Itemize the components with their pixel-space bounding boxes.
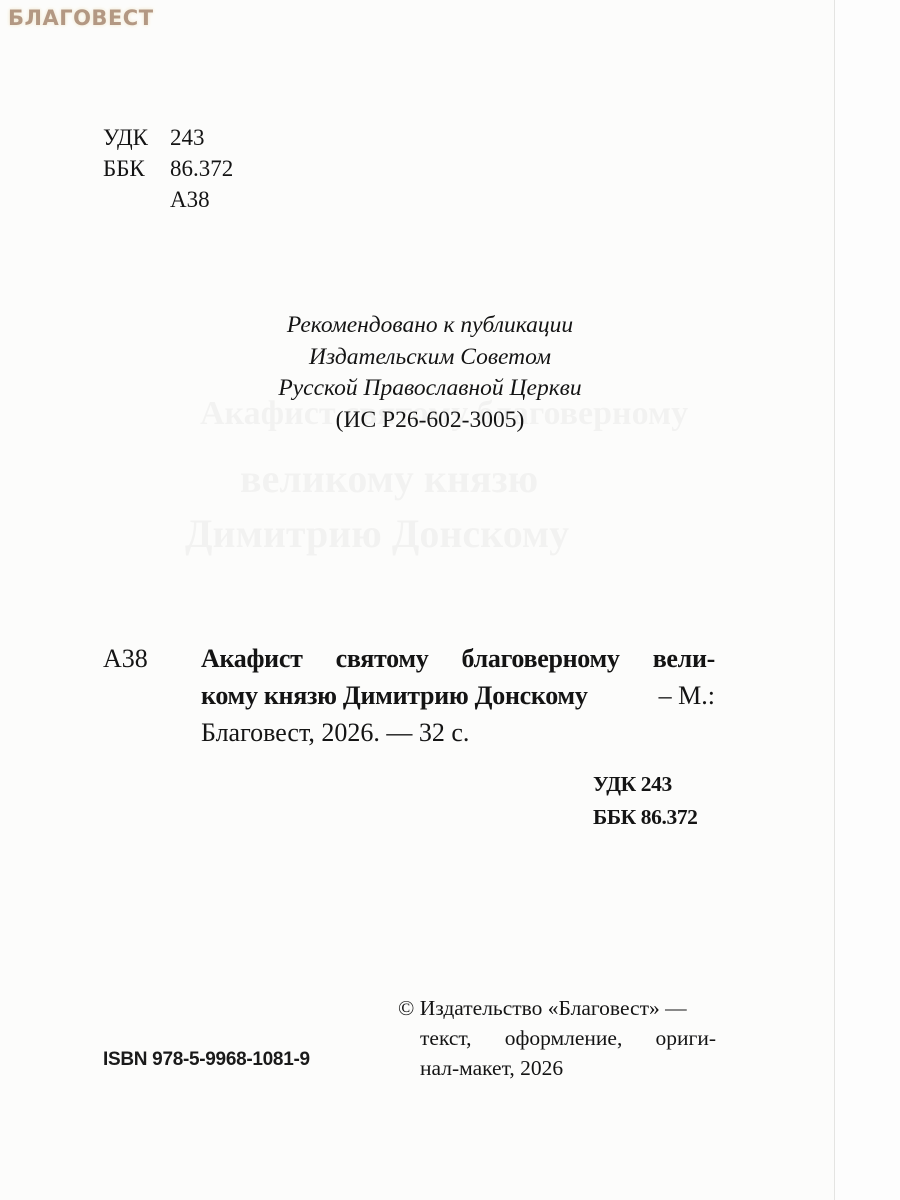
author-mark: А38 xyxy=(170,187,210,212)
show-through-text xyxy=(240,455,538,502)
classification-block xyxy=(103,122,233,215)
word: благоверному xyxy=(461,644,620,673)
entry-author-mark: А38 xyxy=(103,644,148,673)
word: вели- xyxy=(652,644,715,673)
bbk-row xyxy=(103,153,233,184)
recommendation-block xyxy=(180,310,680,436)
adjacent-page xyxy=(835,0,900,1200)
classification-codes-right xyxy=(593,768,698,834)
recommendation-line: Русской Православной Церкви xyxy=(278,375,582,401)
udk-code: УДК 243 xyxy=(593,772,672,796)
entry-title-continuation: кому князю Димитрию Донскому xyxy=(201,681,588,710)
recommendation-line: Рекомендовано к публикации xyxy=(286,312,574,338)
publishing-council-code: (ИС Р26-602-3005) xyxy=(335,406,525,433)
entry-imprint: Благовест, 2026. — 32 с. xyxy=(201,718,470,747)
udk-row xyxy=(103,122,233,153)
bbk-label: ББК xyxy=(103,156,145,181)
udk-value: 243 xyxy=(170,125,205,150)
copyright-line-2 xyxy=(398,1023,716,1053)
copyright-line-1: © Издательство «Благовест» — xyxy=(398,996,687,1020)
page-edge xyxy=(834,0,835,1200)
entry-title-line-2 xyxy=(201,677,715,714)
udk-label: УДК xyxy=(103,125,148,150)
publisher-watermark: БЛАГОВЕСТ xyxy=(8,6,154,30)
word: оформление, xyxy=(504,1026,623,1050)
entry-title-line-1 xyxy=(201,640,715,677)
entry-body xyxy=(201,640,721,751)
author-mark-row xyxy=(103,184,233,215)
isbn: ISBN 978-5-9968-1081-9 xyxy=(103,1049,310,1070)
bbk-value: 86.372 xyxy=(170,156,234,181)
show-through-text xyxy=(185,510,569,557)
copyright-line-3: нал-макет, 2026 xyxy=(420,1056,564,1080)
word: ориги- xyxy=(655,1026,716,1050)
entry-place: – М.: xyxy=(658,681,715,710)
word: Акафист xyxy=(201,644,303,673)
word: святому xyxy=(335,644,429,673)
recommendation-line: Издательским Советом xyxy=(309,343,551,370)
word: текст, xyxy=(420,1026,472,1050)
copyright-block xyxy=(398,993,716,1083)
bbk-code: ББК 86.372 xyxy=(593,805,698,829)
